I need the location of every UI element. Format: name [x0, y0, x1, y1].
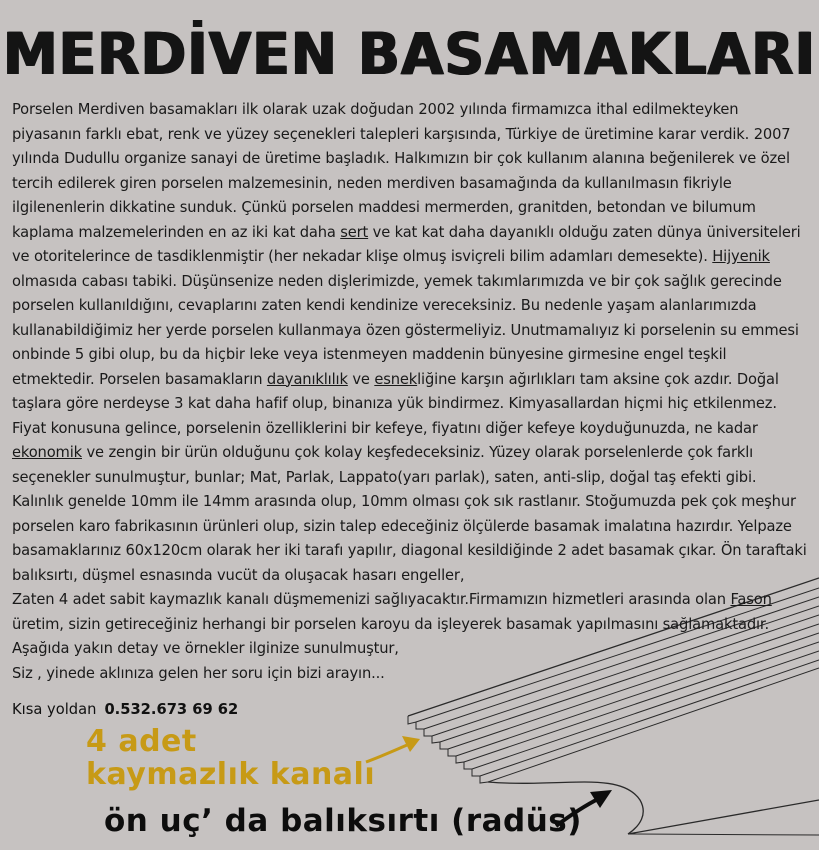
body-text: üretim, sizin getireceğiniz herhangi bir porselen karoyu da işleyerek basamak yapılmasını sağlamaktadır. Aşağıda yakın detay ve örnekler ilginize sunulmuştur,	[12, 615, 769, 657]
body-text: liğine karşın ağırlıkları tam aksine çok azdır. Doğal taşlara göre nerdeyse 3 kat daha hafif olup, binanıza yük bindirmez. Kimyasallardan hiçmi hiç etkilenmez. Fiyat konusuna gelince, porselenin özelliklerini bir kefeye, fiyatını diğer kefeye koyduğunuzda, ne kadar	[12, 370, 779, 437]
link-ekonomik[interactable]: ekonomik	[12, 444, 82, 461]
body-text: olmasıda cabası tabiki. Düşünsenize neden dişlerimizde, yemek takımlarımızda ve bir çok sağlık gerecinde porselen kullanıldığını, cevaplarını zaten kendi kendinize vereceksiniz. Bu nedenle yaşam alanlarımızda kullanabildiğimiz her yerde porselen kullanmaya özen göstermeliyiz. Unutmamalıyız ki porselenin su emmesi onbinde 5 gibi olup, bu da hiçbir leke veya istenmeyen maddenin bünyesine girmesine engel teşkil etmektedir. Porselen basamakların	[12, 272, 799, 388]
link-dayaniklilik[interactable]: dayanıklılık	[266, 370, 348, 388]
page-title: MERDİVEN BASAMAKLARI	[2, 20, 817, 88]
contact-line	[12, 701, 238, 718]
callout-channel-count: 4 adet	[86, 724, 197, 759]
phone-number[interactable]: 0.532.673 69 62	[104, 701, 239, 718]
body-text: Siz , yinede aklınıza gelen her soru için bizi arayın...	[12, 664, 385, 682]
body-text: ve kat kat daha dayanıklı olduğu zaten dünya üniversiteleri ve otoritelerince de tasdiklenmiştir (her nekadar klişe olmuş isviçreli bilim adamları demesekte).	[12, 223, 801, 265]
link-sert[interactable]: sert	[340, 223, 369, 241]
contact-label: Kısa yoldan	[12, 701, 97, 718]
body-text: Porselen Merdiven basamakları ilk olarak uzak doğudan 2002 yılında firmamızca ithal edilmekteyken piyasanın farklı ebat, renk ve yüzey seçenekleri talepleri karşısında, Türkiye de üretimine karar verdik. 2007 yılında Dudullu organize sanayi de üretime başladık. Halkımızın bir çok kullanım alanına beğenilerek ve özel tercih edilerek giren porselen malzemesinin, neden merdiven basamağında da kullanılmasın fikriyle ilgilenenlerin dikkatine sunduk. Çünkü porselen maddesi mermerden, granitden, betondan ve bilumum kaplama malzemelerinden en az iki kat daha	[12, 101, 791, 241]
description-paragraph	[12, 98, 812, 686]
link-esnek[interactable]: esnek	[374, 370, 418, 388]
body-text: ve	[347, 370, 375, 388]
link-hijyenik[interactable]: Hijyenik	[712, 248, 770, 265]
link-fason[interactable]: Fason	[730, 591, 772, 608]
body-text: Zaten 4 adet sabit kaymazlık kanalı düşmemenizi sağlıyacaktır.Firmamızın hizmetleri arasında olan	[12, 591, 731, 608]
callout-channel-label: kaymazlık kanalı	[86, 757, 376, 792]
body-text: ve zengin bir ürün olduğunu çok kolay keşfedeceksiniz. Yüzey olarak porselenlerde çok farklı seçenekler sunulmuştur, bunlar; Mat, Parlak, Lappato(yarı parlak), saten, anti-slip, doğal taş efekti gibi. Kalınlık genelde 10mm ile 14mm arasında olup, 10mm olması çok sık rastlanır. Stoğumuzda pek çok meşhur porselen karo fabrikasının ürünleri olup, sizin talep edeceğiniz ölçülerde basamak imalatına hazırdır. Yelpaze basamaklarınız 60x120cm olarak her iki tarafı yapılır, diagonal kesildiğinde 2 adet basamak çıkar. Ön taraftaki balıksırtı, düşmel esnasında vucüt da oluşacak hasarı engeller,	[12, 444, 807, 584]
callout-nosing-label: ön uç’ da balıksırtı (radüs)	[104, 803, 582, 839]
